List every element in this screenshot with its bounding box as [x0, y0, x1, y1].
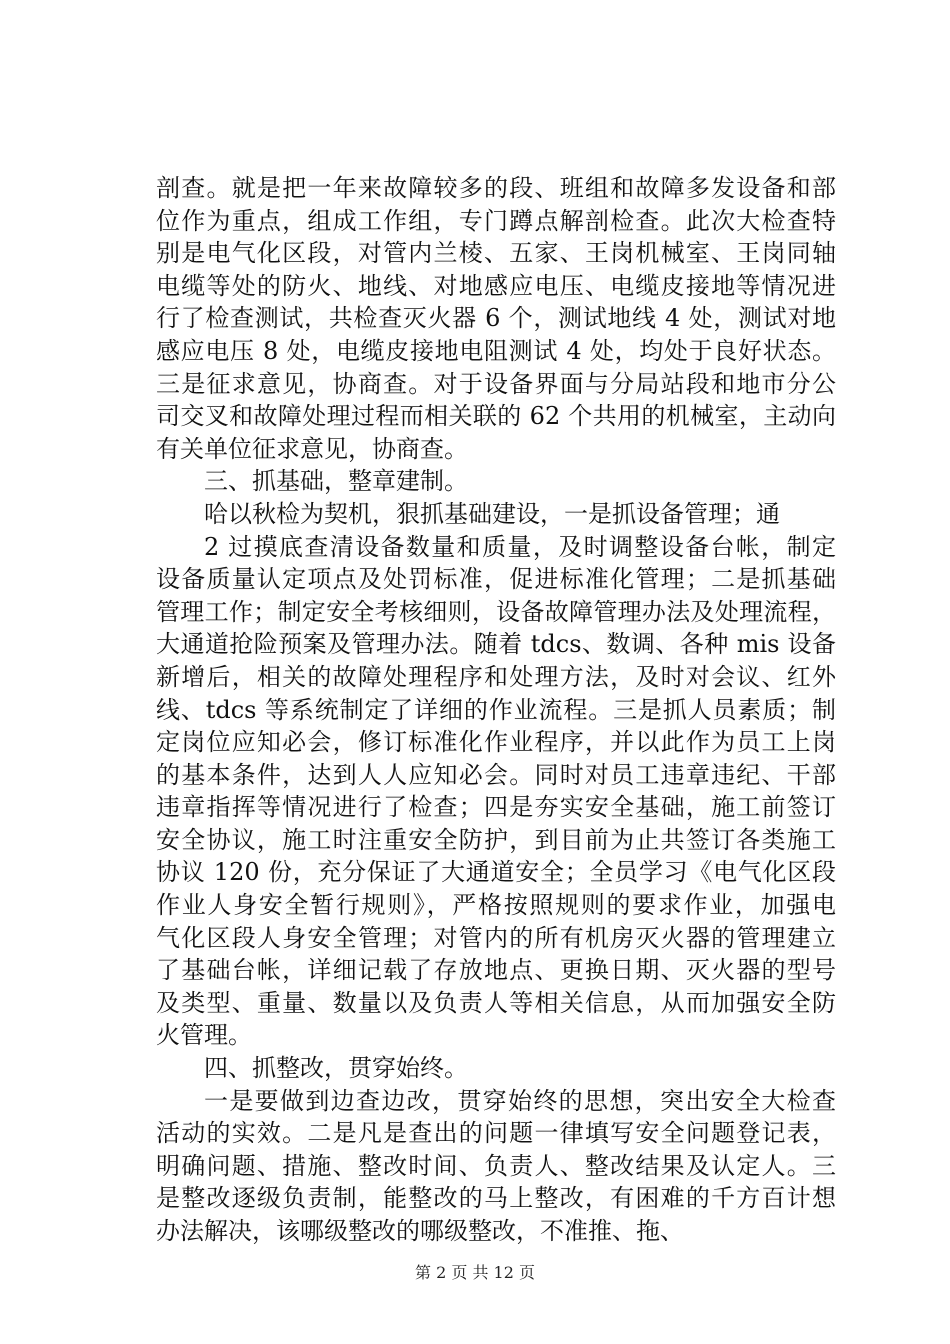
text-line: 的基本条件，达到人人应知必会。同时对员工违章违纪、干部 — [156, 760, 836, 789]
text-line: 大通道抢险预案及管理办法。随着 tdcs、数调、各种 mis 设备 — [156, 630, 836, 659]
text-line: 了基础台帐，详细记载了存放地点、更换日期、灭火器的型号 — [156, 956, 836, 985]
text-line: 是整改逐级负责制，能整改的马上整改，有困难的千方百计想 — [156, 1184, 836, 1213]
text-line: 线、tdcs 等系统制定了详细的作业流程。三是抓人员素质；制 — [156, 695, 836, 724]
text-line: 2 过摸底查清设备数量和质量，及时调整设备台帐，制定 — [204, 532, 836, 561]
text-line: 司交叉和故障处理过程而相关联的 62 个共用的机械室，主动向 — [156, 402, 836, 431]
section-heading: 三、抓基础，整章建制。 — [204, 467, 468, 496]
text-line: 违章指挥等情况进行了检查；四是夯实安全基础，施工前签订 — [156, 793, 836, 822]
text-line: 电缆等处的防火、地线、对地感应电压、电缆皮接地等情况进 — [156, 271, 836, 300]
text-line: 办法解决，该哪级整改的哪级整改，不准推、拖、 — [156, 1217, 684, 1245]
text-line: 设备质量认定项点及处罚标准，促进标准化管理；二是抓基础 — [156, 565, 836, 594]
text-line: 哈以秋检为契机，狠抓基础建设，一是抓设备管理；通 — [204, 499, 780, 528]
text-line: 及类型、重量、数量以及负责人等相关信息，从而加强安全防 — [156, 988, 836, 1017]
text-line: 三是征求意见，协商查。对于设备界面与分局站段和地市分公 — [156, 369, 836, 398]
text-line: 火管理。 — [156, 1021, 252, 1050]
text-line: 别是电气化区段，对管内兰棱、五家、王岗机械室、王岗同轴 — [156, 239, 836, 268]
text-line: 气化区段人身安全管理；对管内的所有机房灭火器的管理建立 — [156, 923, 836, 952]
section-heading: 四、抓整改，贯穿始终。 — [204, 1054, 468, 1083]
text-line: 管理工作；制定安全考核细则，设备故障管理办法及处理流程， — [156, 597, 836, 626]
text-line: 新增后，相关的故障处理程序和处理方法，及时对会议、红外 — [156, 662, 836, 691]
body-text — [156, 172, 836, 1248]
text-line: 一是要做到边查边改，贯穿始终的思想，突出安全大检查 — [204, 1086, 836, 1115]
text-line: 行了检查测试，共检查灭火器 6 个，测试地线 4 处，测试对地 — [156, 304, 836, 333]
text-line: 感应电压 8 处，电缆皮接地电阻测试 4 处，均处于良好状态。 — [156, 336, 836, 365]
text-line: 活动的实效。二是凡是查出的问题一律填写安全问题登记表， — [156, 1119, 836, 1148]
text-line: 剖查。就是把一年来故障较多的段、班组和故障多发设备和部 — [156, 174, 836, 202]
text-line: 定岗位应知必会，修订标准化作业程序，并以此作为员工上岗 — [156, 728, 836, 757]
text-line: 安全协议，施工时注重安全防护，到目前为止共签订各类施工 — [156, 825, 836, 854]
text-line: 位作为重点，组成工作组，专门蹲点解剖检查。此次大检查特 — [156, 206, 836, 235]
text-line: 明确问题、措施、整改时间、负责人、整改结果及认定人。三 — [156, 1151, 836, 1180]
text-line: 协议 120 份，充分保证了大通道安全；全员学习《电气化区段 — [156, 858, 836, 887]
text-line: 有关单位征求意见，协商查。 — [156, 434, 468, 463]
page-number-footer: 第 2 页 共 12 页 — [415, 1263, 535, 1282]
text-line: 作业人身安全暂行规则》，严格按照规则的要求作业，加强电 — [156, 891, 836, 920]
